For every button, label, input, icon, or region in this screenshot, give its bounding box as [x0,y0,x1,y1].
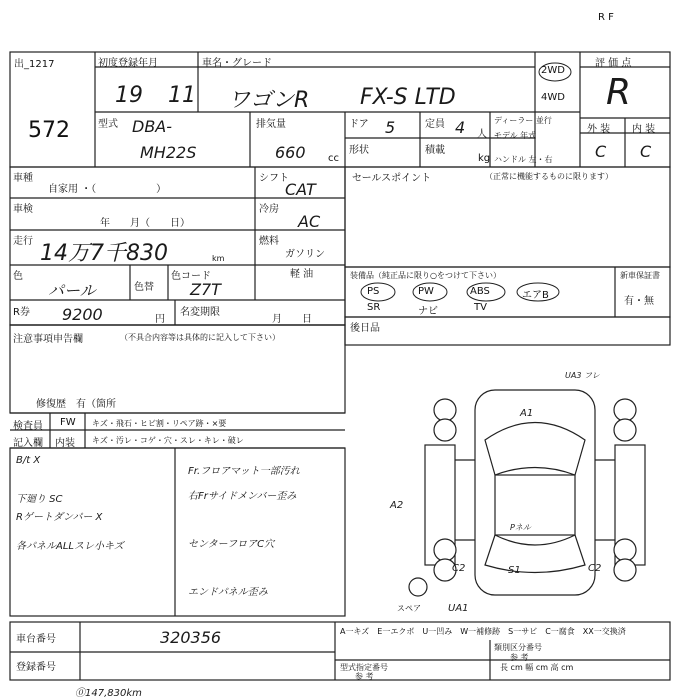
int-value: C [640,142,652,161]
first-reg-label: 初度登録年月 [98,58,158,69]
repair-label: 修復歴 有（箇所 [36,399,116,410]
note-left-1: B/t X [16,455,41,466]
fuel-gasoline: ガソリン [285,249,325,260]
equipment-airbag: エアB [522,290,549,301]
handle-label: ハンドル 左・右 [494,155,553,164]
color-code-label: 色コード [171,271,211,282]
car-name-value: ワゴンR [228,88,310,113]
note-left-2: 下廻り SC [16,494,63,505]
mark-c2-right: C2 [588,563,602,574]
drive-2wd: 2WD [541,65,565,76]
displacement-unit: cc [328,153,339,164]
spare-label: スペア [397,604,421,613]
fw-label: FW [60,417,76,428]
displacement-label: 排気量 [256,119,286,130]
name-change-label: 名変期限 [180,307,220,318]
ext-label: 外 装 [587,124,611,135]
load-unit: kg [478,153,491,164]
shift-value: CAT [285,180,316,199]
capacity-value: 4 [455,118,466,137]
chassis-label: 車台番号 [16,634,56,645]
caution-label: 注意事項申告欄 [13,334,83,345]
usage-label: 車種 [13,173,33,184]
doors-label: ドア [349,119,369,130]
rating-value: R [606,72,632,113]
int-label: 内 装 [632,124,656,135]
dealer-label: ディーラー 並行 [494,116,552,125]
size-label: 長 cm 幅 cm 高 cm [500,663,574,672]
recycle-value: 9200 [62,305,103,324]
recycle-unit: 円 [155,314,165,325]
load-label: 積載 [425,145,445,156]
fuel-label: 燃料 [259,236,279,247]
inspection-label: 車検 [13,204,33,215]
mark-ua3: UA3 フレ [565,371,600,380]
note-right-4: エンドパネル歪み [188,587,268,598]
usage-value: 自家用 ・（ ） [48,184,167,195]
sales-point-label: セールスポイント [352,173,432,184]
model-prefix: DBA- [132,117,173,136]
name-change-value: 月 日 [272,314,312,325]
note-right-2: 右Frサイドメンバー歪み [188,491,297,502]
ext-value: C [595,142,607,161]
note-left-3: Rゲートダンパー X [16,512,103,523]
color-code-value: Z7T [190,280,221,299]
mark-panel: Pネル [510,523,531,532]
color-label: 色 [13,271,23,282]
approve-ref: 参 考 [355,672,374,681]
drive-4wd: 4WD [541,92,565,103]
approve-label: 型式指定番号 [340,663,388,672]
capacity-unit: 人 [477,129,487,140]
mark-a2: A2 [390,500,404,511]
inspection-value: 年 月（ 日） [100,218,190,229]
sales-point-note: （正常に機能するものに限ります） [485,172,613,181]
first-reg-month: 11 [168,83,196,108]
interior-items: キズ・汚レ・コゲ・穴・スレ・キレ・破レ [92,436,244,445]
color-change-label: 色替 [134,282,154,293]
equipment-navi: ナビ [418,306,438,317]
warranty-value: 有・無 [624,296,654,307]
rating-label: 評 価 点 [595,58,632,69]
warranty-label: 新車保証書 [620,271,660,280]
recycle-label: R券 [13,307,30,318]
ac-value: AC [298,212,321,231]
equipment-ps: PS [367,286,380,297]
note-left-4: 各パネルALLスレ小キズ [16,541,124,552]
car-name-label: 車名・グレード [202,58,272,69]
mileage-value: 14万7千830 [40,241,168,266]
inspector-label: 検査員 [13,421,43,432]
shift-label: シフト [259,173,289,184]
doors-value: 5 [385,118,396,137]
mark-ua1: UA1 [448,603,469,614]
bottom-note: ⓪147,830km [75,688,142,699]
mark-a1-top: A1 [520,408,534,419]
later-items-label: 後日品 [350,323,380,334]
grade-value: FX-S LTD [360,85,456,110]
top-right-mark: R F [598,12,614,23]
model-label: 型式 [98,119,118,130]
mark-c2-left: C2 [452,563,466,574]
mileage-unit: km [212,254,225,263]
class-ref: 参 考 [510,653,529,662]
equipment-tv: TV [474,302,487,313]
fw-items: キズ・飛石・ヒビ割・リペア跡・×要 [92,419,227,428]
fuel-diesel: 軽 油 [290,269,314,280]
caution-note: （不具合内容等は具体的に記入して下さい） [120,333,280,342]
model-year-label: モデル 年式 [494,131,537,140]
displacement-value: 660 [275,143,306,162]
equipment-pw: PW [418,286,434,297]
equipment-label: 装備品（純正品に限り○をつけて下さい） [350,271,501,280]
first-reg-year: 19 [115,83,143,108]
equipment-sr: SR [367,302,381,313]
shape-label: 形状 [349,145,369,156]
interior-label: 内装 [55,438,75,449]
mileage-label: 走行 [13,236,33,247]
auction-code: 出_1217 [14,59,55,70]
damage-legend: A一キズ E一エクボ U一凹み W一補修跡 S一サビ C一腐食 XX一交換済 [340,627,626,636]
reg-label: 登録番号 [16,662,56,673]
color-value: パール [48,281,96,300]
note-right-3: センターフロアC穴 [188,539,275,550]
class-label: 類別区分番号 [494,643,542,652]
mark-s1: S1 [508,565,521,576]
capacity-label: 定員 [425,119,445,130]
ac-label: 冷房 [259,204,279,215]
entry-label: 記入欄 [13,438,43,449]
chassis-value: 320356 [160,628,222,647]
model-code: MH22S [140,143,197,162]
note-right-1: Fr.フロアマット一部汚れ [188,466,300,477]
equipment-abs: ABS [470,286,490,297]
lot-number: 572 [28,118,70,143]
car-damage-diagram [400,365,670,620]
